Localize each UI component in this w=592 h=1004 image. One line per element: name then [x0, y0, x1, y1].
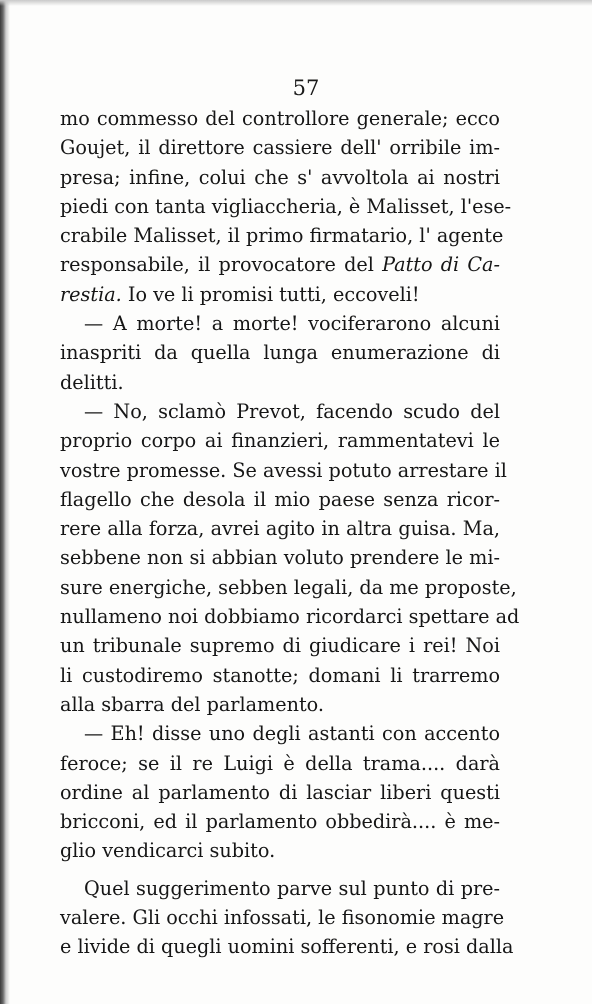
- italic-title-fragment: Patto di Ca-: [382, 253, 500, 277]
- text-line: e livide di quegli uomini sofferenti, e rosi dalla: [60, 935, 514, 959]
- text-line: sebbene non si abbian voluto prendere le mi-: [60, 546, 500, 570]
- text-fragment: Io ve li promisi tutti, eccoveli!: [121, 282, 420, 306]
- text-line: — Eh! disse uno degli astanti con accento: [84, 722, 500, 746]
- text-line: ordine al parlamento di lasciar liberi questi: [60, 780, 500, 804]
- text-line: feroce; se il re Luigi è della trama.... darà: [60, 751, 500, 775]
- text-line: flagello che desola il mio paese senza ricor-: [60, 487, 500, 511]
- text-line: delitti.: [60, 370, 124, 394]
- page-number: 57: [292, 76, 320, 100]
- text-line: Goujet, il direttore cassiere dell' orribile im-: [60, 136, 500, 160]
- text-line: un tribunale supremo di giudicare i rei! Noi: [60, 634, 500, 658]
- text-line: — No, sclamò Prevot, facendo scudo del: [84, 399, 500, 423]
- body-text: [60, 104, 520, 962]
- text-line: alla sbarra del parlamento.: [60, 692, 324, 716]
- text-line: li custodiremo stanotte; domani li trarremo: [60, 663, 500, 687]
- text-line: proprio corpo ai finanzieri, rammentatevi le: [60, 429, 500, 453]
- text-line: Quel suggerimento parve sul punto di pre-: [84, 876, 500, 900]
- text-line: vostre promesse. Se avessi potuto arrestare il: [60, 458, 507, 482]
- text-line-mixed: [60, 280, 500, 309]
- page-top-edge: [0, 0, 592, 6]
- text-line: — A morte! a morte! vociferarono alcuni: [84, 312, 500, 336]
- paragraph-gap: [60, 866, 500, 874]
- text-line: crabile Malisset, il primo firmatario, l' agente: [60, 224, 504, 248]
- text-line: glio vendicarci subito.: [60, 839, 276, 863]
- text-line: piedi con tanta vigliaccheria, è Malisset, l'ese-: [60, 194, 512, 218]
- text-line: inaspriti da quella lunga enumerazione di: [60, 341, 500, 365]
- page-binding-edge: [0, 0, 10, 1004]
- text-fragment: responsabile, il provocatore del: [60, 253, 374, 277]
- text-line: valere. Gli occhi infossati, le fisonomie magre: [60, 906, 505, 930]
- text-line-mixed: [60, 250, 500, 279]
- text-line: nullameno noi dobbiamo ricordarci spettare ad: [60, 605, 520, 629]
- text-line: presa; infine, colui che s' avvoltola ai nostri: [60, 165, 500, 189]
- text-line: rere alla forza, avrei agito in altra guisa. Ma,: [60, 517, 500, 541]
- italic-title-fragment: restia.: [60, 282, 122, 306]
- text-line: sure energiche, sebben legali, da me proposte,: [60, 575, 517, 599]
- text-line: bricconi, ed il parlamento obbedirà.... è me-: [60, 810, 500, 834]
- text-line: mo commesso del controllore generale; ecco: [60, 107, 500, 130]
